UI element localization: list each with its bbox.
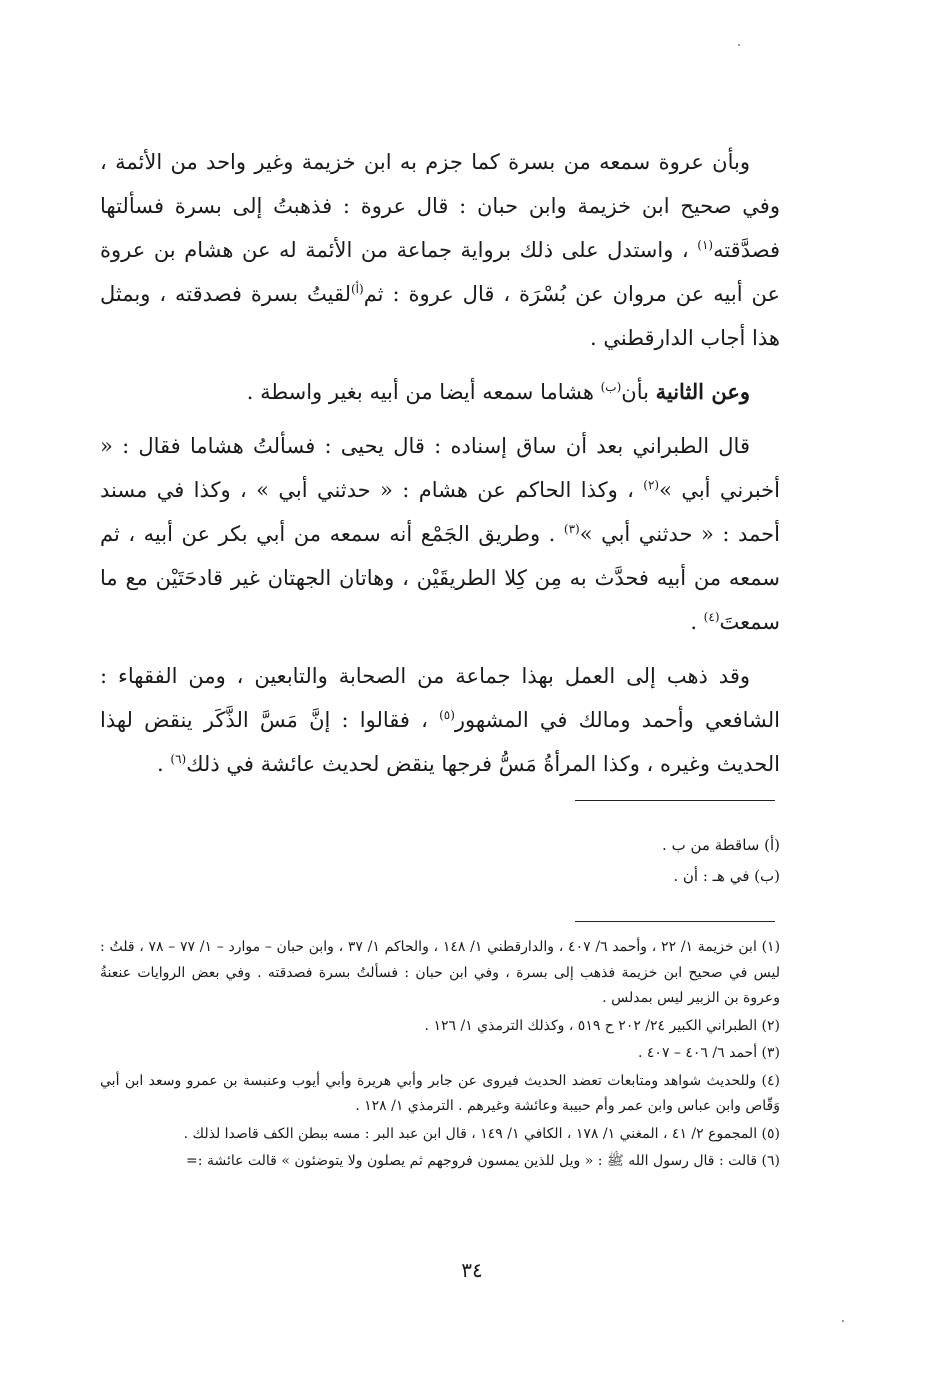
variant-ref-b: (ب)	[600, 380, 622, 394]
scan-speck	[738, 44, 740, 46]
variant-notes	[100, 830, 780, 892]
variant-ref-a: (أ)	[350, 282, 364, 296]
paragraph-3: قال الطبراني بعد أن ساق إسناده : قال يحيى : فسألتُ هشاما فقال : « أخبرني أبي »$^{(٢)}$ ، وكذا الحاكم عن هشام : « حدثني أبي » ، وكذا في مسند أحمد : « حدثني أبي »$^{(٣)}$ . وطريق الجَمْع أنه سمعه من أبي بكر عن أبيه ، ثم سمعه من أبيه فحدَّث به مِن كِلا الطريقَيْن ، وهاتان الجهتان غير قادحَتَيْن مع ما سمعتَ$^{(٤)}$ .	[100, 434, 780, 634]
footnotes-divider	[575, 921, 775, 922]
paragraph-1: وبأن عروة سمعه من بسرة كما جزم به ابن خزيمة وغير واحد من الأئمة ، وفي صحيح ابن خزيمة وابن حبان : قال عروة : فذهبتُ إلى بسرة فسألتها فصدَّقته$^{(١)}$ ، واستدل على ذلك برواية جماعة من الأئمة له عن هشام بن عروة عن أبيه عن مروان عن بُسْرَة ، قال عروة : ثم$^{(أ)}$لقيتُ بسرة فصدقته ، وبمثل هذا أجاب الدارقطني .	[100, 150, 780, 350]
footnote-3: (٣) أحمد ٦/ ٤٠٦ – ٤٠٧ .	[638, 1045, 780, 1061]
footnote-1: (١) ابن خزيمة ١/ ٢٢ ، وأحمد ٦/ ٤٠٧ ، والدارقطني ١/ ١٤٨ ، والحاكم ١/ ٣٧ ، وابن حبان – موارد – ١/ ٧٧ – ٧٨ ، قلتُ : ليس في صحيح ابن خزيمة فذهب إلى بسرة ، وفي ابن حبان : فسألتُ بسرة فصدقته . وفي بعض الروايات عنعنةُ وعروة بن الزبير ليس بمدلس .	[100, 939, 781, 1006]
page-number: ٣٤	[461, 1258, 483, 1282]
paragraph-2: وعن الثانية بأن$^{(ب)}$ هشاما سمعه أيضا من أبيه بغير واسطة .	[246, 379, 750, 404]
variant-note: (ب) في هـ : أن .	[673, 867, 780, 885]
footnote-ref-1: (١)	[697, 238, 714, 252]
main-text	[100, 140, 780, 796]
section-lead: وعن الثانية	[655, 379, 750, 404]
footnotes	[100, 935, 780, 1177]
footnote-6: (٦) قالت : قال رسول الله ﷺ : « ويل للذين يمسون فروجهم ثم يصلون ولا يتوضئون » قالت عائشة :=	[186, 1153, 780, 1169]
footnote-2: (٢) الطبراني الكبير ٢٤/ ٢٠٢ ح ٥١٩ ، وكذلك الترمذي ١/ ١٢٦ .	[424, 1017, 780, 1034]
footnote-4: (٤) وللحديث شواهد ومتابعات تعضد الحديث فيروى عن جابر وأبي هريرة وأبي أيوب وعنبسة بن عمرو وسعد ابن أبي وَقّاص وابن عباس وابن عمر وأم حبيبة وعائشة وغيرهم . الترمذي ١/ ١٢٨ .	[100, 1072, 780, 1114]
footnote-ref-4: (٤)	[703, 610, 720, 624]
variant-notes-divider	[575, 800, 775, 801]
footnote-5: (٥) المجموع ٢/ ٤١ ، المغني ١/ ١٧٨ ، الكافي ١/ ١٤٩ ، قال ابن عبد البر : مسه ببطن الكف قاصدا لذلك .	[183, 1125, 780, 1142]
paragraph-4: وقد ذهب إلى العمل بهذا جماعة من الصحابة والتابعين ، ومن الفقهاء : الشافعي وأحمد ومالك في المشهور$^{(٥)}$ ، فقالوا : إنَّ مَسَّ الذَّكَر ينقض لهذا الحديث وغيره ، وكذا المرأةُ مَسُّ فرجها ينقض لحديث عائشة في ذلك$^{(٦)}$ .	[100, 664, 780, 776]
footnote-ref-3: (٣)	[563, 522, 580, 536]
variant-note: (أ) ساقطة من ب .	[662, 836, 780, 854]
footnote-ref-5: (٥)	[439, 708, 455, 722]
footnote-ref-6: (٦)	[170, 752, 187, 766]
footnote-ref-2: (٢)	[643, 478, 660, 492]
scan-speck	[842, 1320, 844, 1322]
